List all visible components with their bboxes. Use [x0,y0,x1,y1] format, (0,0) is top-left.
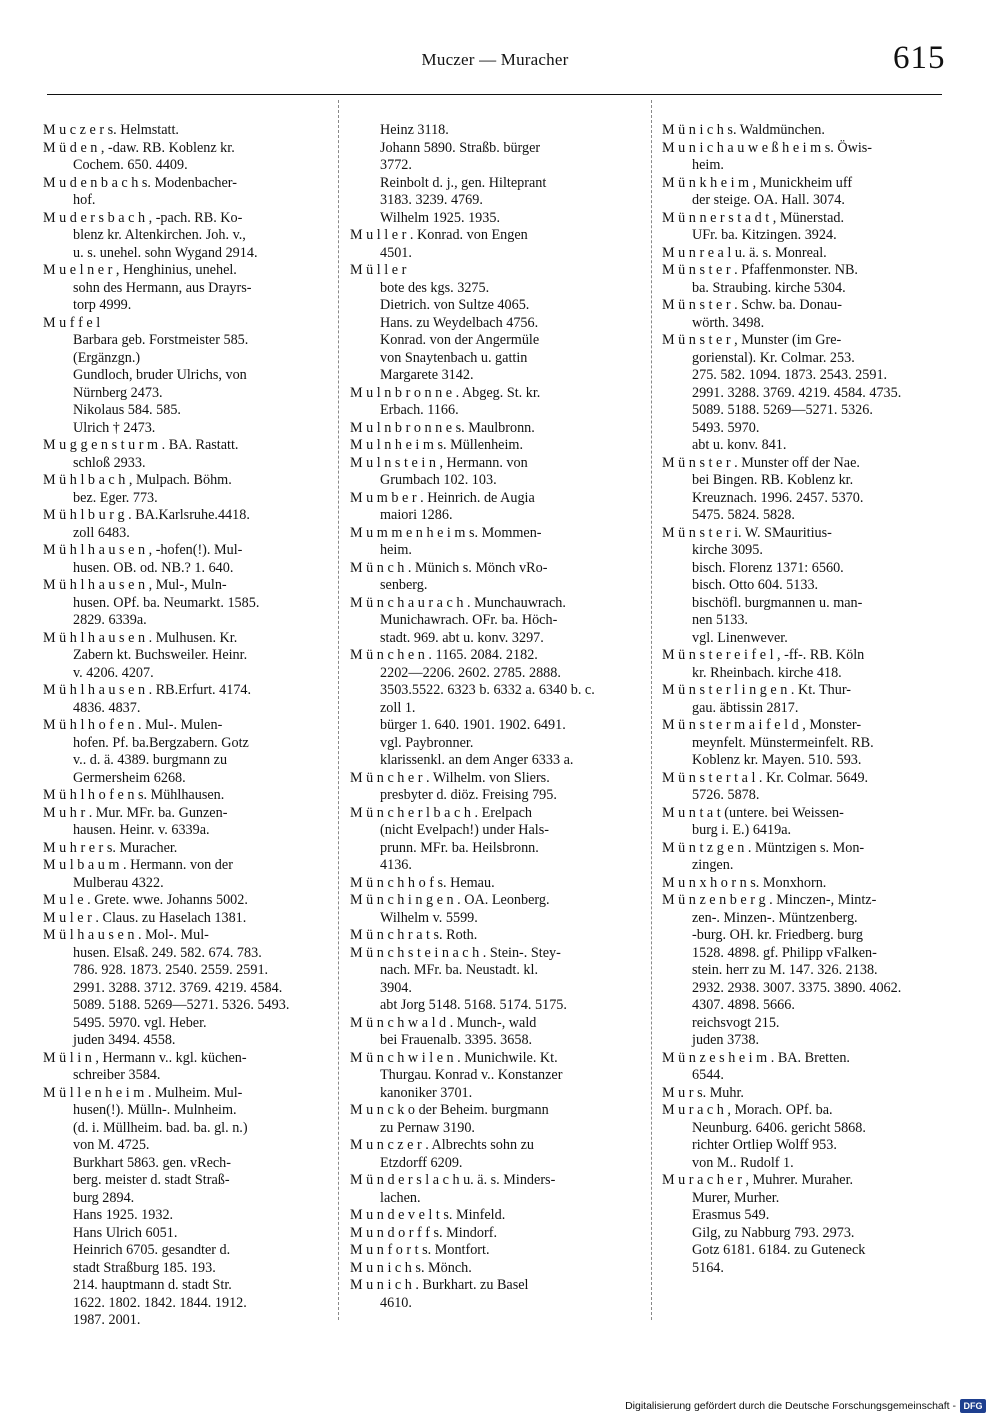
index-line-continuation: -burg. OH. kr. Friedberg. burg [692,927,864,943]
index-line-continuation: husen. OPf. ba. Neumarkt. 1585. [73,594,260,611]
index-entry-line: M ü n c h e n . 1165. 2084. 2182. [350,647,538,663]
index-line-continuation: Burkhart 5863. gen. vRech- [73,1154,231,1171]
index-line-continuation: 4136. [380,857,412,873]
index-line-continuation: blenz kr. Altenkirchen. Joh. v., [73,227,246,243]
index-line-continuation: Gundloch, bruder Ulrichs, von [73,367,247,383]
index-line-continuation: Koblenz kr. Mayen. 510. 593. [692,752,862,768]
index-entry-line: M u l l e r . Konrad. von Engen [350,227,528,243]
index-entry-line: M ü d e n , -daw. RB. Koblenz kr. [43,139,235,156]
index-entry-line: M ü h l b u r g . BA.Karlsruhe.4418. [43,507,250,523]
index-line-continuation: Erasmus 549. [692,1207,770,1223]
index-entry-line: M u n d e v e l t s. Minfeld. [350,1207,506,1223]
index-line-continuation: kanoniker 3701. [380,1084,473,1101]
index-line-continuation: von Snaytenbach u. gattin [380,349,528,366]
index-line-continuation: Reinbolt d. j., gen. Hilteprant [380,174,547,191]
index-column-2 [350,122,631,1312]
index-entry-line: M ü n s t e r , Munster (im Gre- [662,332,842,348]
index-line-continuation: 5089. 5188. 5269—5271. 5326. 5493. [73,997,290,1013]
index-line-continuation: 5726. 5878. [692,787,760,803]
index-entry-line: M ü n c h s t e i n a c h . Stein-. Stey- [350,944,561,961]
index-entry-line: M ü l i n , Hermann v.. kgl. küchen- [43,1049,247,1066]
index-line-continuation: bote des kgs. 3275. [380,279,490,296]
index-entry-line: M u n f o r t s. Montfort. [350,1242,490,1258]
index-line-continuation: Gilg, zu Nabburg 793. 2973. [692,1224,855,1241]
index-line-continuation: Wilhelm v. 5599. [380,909,478,926]
index-entry-line: M ü n s t e r t a l . Kr. Colmar. 5649. [662,769,869,786]
index-entry-line: M u l e r . Claus. zu Haselach 1381. [43,909,247,926]
index-line-continuation: berg. meister d. stadt Straß- [73,1172,230,1188]
index-line-continuation: 5495. 5970. vgl. Heber. [73,1014,207,1031]
index-line-continuation: v.. d. ä. 4389. burgmann zu [73,752,228,768]
index-line-continuation: 214. hauptmann d. stadt Str. [73,1277,232,1293]
column-divider [651,100,652,1320]
index-line-continuation: 2829. 6339a. [73,612,147,628]
index-line-continuation: heim. [380,542,412,558]
index-line-continuation: u. s. unehel. sohn Wygand 2914. [73,244,258,261]
index-entry-line: M ü n n e r s t a d t , Münerstad. [662,209,845,226]
index-line-continuation: zoll 1. [380,699,416,716]
index-entry-line: M ü h l h a u s e n . RB.Erfurt. 4174. [43,682,252,698]
index-line-continuation: burg 2894. [73,1189,135,1206]
index-line-continuation: maiori 1286. [380,507,453,523]
index-entry-line: M ü n z e n b e r g . Minczen-, Mintz- [662,892,877,908]
index-entry-line: M u e l n e r , Henghinius, unehel. [43,262,237,278]
index-entry-line: M ü n c h . Münich s. Mönch vRo- [350,559,548,576]
index-line-continuation: hofen. Pf. ba.Bergzabern. Gotz [73,734,249,751]
index-line-continuation: 5164. [692,1259,724,1276]
index-entry-line: M u l b a u m . Hermann. von der [43,857,233,873]
index-entry-line: M ü n z e s h e i m . BA. Bretten. [662,1049,850,1066]
header-rule [47,94,942,95]
index-line-continuation: Barbara geb. Forstmeister 585. [73,332,249,348]
index-line-continuation: Zabern kt. Buchsweiler. Heinr. [73,647,248,663]
dfg-logo-icon: DFG [960,1399,986,1413]
index-line-continuation: meynfelt. Münstermeinfelt. RB. [692,734,874,751]
index-entry-line: M ü n c h i n g e n . OA. Leonberg. [350,892,550,908]
index-line-continuation: burg i. E.) 6419a. [692,822,792,838]
index-line-continuation: Hans. zu Weydelbach 4756. [380,314,539,331]
index-entry-line: M u h r e r s. Muracher. [43,839,178,856]
index-line-continuation: Wilhelm 1925. 1935. [380,209,501,226]
index-line-continuation: 5493. 5970. [692,419,760,436]
index-line-continuation: zen-. Minzen-. Müntzenberg. [692,909,858,926]
index-entry-line: M u l n s t e i n , Hermann. von [350,454,528,471]
index-line-continuation: Heinz 3118. [380,122,449,138]
index-entry-line: M ü l l e n h e i m . Mulheim. Mul- [43,1084,243,1101]
index-entry-line: M u n i c h a u w e ß h e i m s. Öwis- [662,139,873,156]
dfg-footer [600,1399,992,1414]
index-line-continuation: sohn des Hermann, aus Drayrs- [73,279,252,296]
index-line-continuation: bisch. Otto 604. 5133. [692,577,819,593]
index-line-continuation: 2202—2206. 2602. 2785. 2888. [380,664,561,681]
index-entry-line: M ü n c h e r . Wilhelm. von Sliers. [350,769,550,786]
index-entry-line: M ü h l h a u s e n , -hofen(!). Mul- [43,542,243,558]
index-line-continuation: Nürnberg 2473. [73,384,163,401]
index-line-continuation: 3904. [380,979,412,996]
index-entry-line: M u r s. Muhr. [662,1084,744,1101]
index-line-continuation: v. 4206. 4207. [73,664,154,681]
index-line-continuation: 5089. 5188. 5269—5271. 5326. [692,402,873,418]
index-line-continuation: Margarete 3142. [380,367,474,383]
index-line-continuation: 4307. 4898. 5666. [692,997,795,1013]
index-entry-line: M u d e r s b a c h , -pach. RB. Ko- [43,209,243,226]
index-line-continuation: UFr. ba. Kitzingen. 3924. [692,227,837,243]
index-entry-line: M u n d o r f f s. Mindorf. [350,1224,497,1241]
index-line-continuation: Ulrich † 2473. [73,419,156,436]
index-line-continuation: gorienstal). Kr. Colmar. 253. [692,349,855,366]
index-line-continuation: Munichawrach. OFr. ba. Höch- [380,612,558,628]
index-entry-line: M ü n s t e r m a i f e l d , Monster- [662,717,862,733]
index-entry-line: M ü h l h a u s e n , Mul-, Muln- [43,577,227,593]
index-line-continuation: nach. MFr. ba. Neustadt. kl. [380,962,539,978]
index-entry-line: M u l n h e i m s. Müllenheim. [350,437,524,453]
index-line-continuation: 4836. 4837. [73,699,141,716]
index-line-continuation: hausen. Heinr. v. 6339a. [73,822,210,838]
index-entry-line: M u m m e n h e i m s. Mommen- [350,524,542,541]
index-line-continuation: Kreuznach. 1996. 2457. 5370. [692,489,864,506]
index-line-continuation: bez. Eger. 773. [73,489,158,506]
index-line-continuation: richter Ortliep Wolff 953. [692,1137,837,1153]
index-entry-line: M ü n s t e r . Schw. ba. Donau- [662,297,842,313]
index-entry-line: M u m b e r . Heinrich. de Augia [350,489,535,506]
footer-credit: Digitalisierung gefördert durch die Deutsche Forschungsgemeinschaft - [625,1400,956,1412]
index-line-continuation: nen 5133. [692,612,748,628]
index-line-continuation: Neunburg. 6406. gericht 5868. [692,1119,866,1136]
index-line-continuation: stein. herr zu M. 147. 326. 2138. [692,962,878,978]
index-entry-line: M u h r . Mur. MFr. ba. Gunzen- [43,804,228,821]
index-line-continuation: 5475. 5824. 5828. [692,507,795,523]
index-line-continuation: stadt Straßburg 185. 193. [73,1259,216,1276]
index-entry-line: M u l n b r o n n e . Abgeg. St. kr. [350,384,541,401]
index-line-continuation: Thurgau. Konrad v.. Konstanzer [380,1067,563,1083]
index-line-continuation: schloß 2933. [73,454,146,471]
index-line-continuation: Etzdorff 6209. [380,1154,463,1171]
index-line-continuation: der steige. OA. Hall. 3074. [692,192,845,208]
index-line-continuation: Gotz 6181. 6184. zu Guteneck [692,1242,866,1258]
index-line-continuation: prunn. MFr. ba. Heilsbronn. [380,839,539,856]
index-line-continuation: von M. 4725. [73,1137,150,1153]
index-line-continuation: zoll 6483. [73,524,130,541]
index-line-continuation: (Ergänzgn.) [73,349,141,366]
index-entry-line: M u n c k o der Beheim. burgmann [350,1102,549,1118]
index-line-continuation: bürger 1. 640. 1901. 1902. 6491. [380,717,566,733]
index-line-continuation: torp 4999. [73,297,132,313]
index-entry-line: M ü n d e r s l a c h u. ä. s. Minders- [350,1172,556,1188]
index-line-continuation: kr. Rheinbach. kirche 418. [692,664,842,681]
page-number: 615 [893,40,946,76]
index-line-continuation: vgl. Paybronner. [380,734,474,751]
index-entry-line: M u l n b r o n n e s. Maulbronn. [350,419,535,436]
index-line-continuation: presbyter d. diöz. Freising 795. [380,787,557,803]
index-entry-line: M ü h l h a u s e n . Mulhusen. Kr. [43,629,238,646]
index-line-continuation: 1622. 1802. 1842. 1844. 1912. [73,1294,247,1311]
index-line-continuation: 2991. 3288. 3769. 4219. 4584. 4735. [692,384,902,401]
index-line-continuation: reichsvogt 215. [692,1014,780,1031]
index-entry-line: M u n t a t (untere. bei Weissen- [662,804,844,821]
index-line-continuation: abt u. konv. 841. [692,437,787,453]
index-line-continuation: zu Pernaw 3190. [380,1119,475,1136]
index-entry-line: M ü n s t e r i. W. SMauritius- [662,524,832,541]
index-entry-line: M u r a c h e r , Muhrer. Muraher. [662,1172,854,1188]
index-line-continuation: (d. i. Müllheim. bad. ba. gl. n.) [73,1119,248,1136]
index-entry-line: M u n i c h s. Mönch. [350,1259,472,1276]
index-line-continuation: Cochem. 650. 4409. [73,157,188,173]
index-line-continuation: von M.. Rudolf 1. [692,1154,794,1171]
index-line-continuation: juden 3494. 4558. [73,1032,176,1048]
index-line-continuation: 3503.5522. 6323 b. 6332 a. 6340 b. c. [380,682,595,698]
index-entry-line: M ü n s t e r . Pfaffenmonster. NB. [662,262,858,278]
index-entry-line: M ü n c h h o f s. Hemau. [350,874,495,891]
index-line-continuation: Erbach. 1166. [380,402,459,418]
index-line-continuation: stadt. 969. abt u. konv. 3297. [380,629,544,646]
index-line-continuation: schreiber 3584. [73,1067,161,1083]
index-line-continuation: Dietrich. von Sultze 4065. [380,297,530,313]
index-line-continuation: Mulberau 4322. [73,874,164,891]
index-line-continuation: 2932. 2938. 3007. 3375. 3890. 4062. [692,979,902,996]
index-line-continuation: Hans Ulrich 6051. [73,1224,178,1241]
index-entry-line: M ü n c h a u r a c h . Munchauwrach. [350,594,566,611]
index-line-continuation: zingen. [692,857,734,873]
index-line-continuation: 2991. 3288. 3712. 3769. 4219. 4584. [73,979,283,996]
index-line-continuation: 4501. [380,244,412,261]
index-entry-line: M ü n c h w a l d . Munch-, wald [350,1014,537,1031]
index-line-continuation: juden 3738. [692,1032,759,1048]
column-divider [338,100,339,1320]
index-entry-line: M u g g e n s t u r m . BA. Rastatt. [43,437,239,453]
index-line-continuation: abt Jorg 5148. 5168. 5174. 5175. [380,997,567,1013]
index-entry-line: M u c z e r s. Helmstatt. [43,122,179,138]
index-line-continuation: senberg. [380,577,428,593]
index-line-continuation: ba. Straubing. kirche 5304. [692,279,846,296]
index-line-continuation: bisch. Florenz 1371: 6560. [692,559,844,576]
index-line-continuation: bei Frauenalb. 3395. 3658. [380,1032,533,1048]
index-entry-line: M ü l l e r [350,262,407,278]
index-column-3 [662,122,942,1277]
index-line-continuation: Konrad. von der Angermüle [380,332,540,348]
index-entry-line: M u n i c h . Burkhart. zu Basel [350,1277,529,1293]
index-entry-line: M ü h l h o f e n s. Mühlhausen. [43,787,225,803]
index-line-continuation: 1528. 4898. gf. Philipp vFalken- [692,944,877,961]
index-line-continuation: bei Bingen. RB. Koblenz kr. [692,472,854,488]
index-line-continuation: 275. 582. 1094. 1873. 2543. 2591. [692,367,888,383]
index-entry-line: M ü n c h w i l e n . Munichwile. Kt. [350,1049,558,1066]
index-entry-line: M u l e . Grete. wwe. Johanns 5002. [43,892,248,908]
index-line-continuation: lachen. [380,1189,421,1206]
index-entry-line: M ü l h a u s e n . Mol-. Mul- [43,927,209,943]
index-entry-line: M ü n t z g e n . Müntzigen s. Mon- [662,839,865,856]
index-line-continuation: kirche 3095. [692,542,763,558]
index-entry-line: M u d e n b a c h s. Modenbacher- [43,174,237,191]
index-line-continuation: Hans 1925. 1932. [73,1207,174,1223]
index-line-continuation: Grumbach 102. 103. [380,472,497,488]
index-line-continuation: (nicht Evelpach!) under Hals- [380,822,549,838]
index-entry-line: M ü h l h o f e n . Mul-. Mulen- [43,717,223,733]
index-entry-line: M u f f e l [43,314,101,331]
index-line-continuation: heim. [692,157,724,173]
index-line-continuation: 1987. 2001. [73,1312,141,1328]
index-line-continuation: 3183. 3239. 4769. [380,192,483,208]
index-line-continuation: klarissenkl. an dem Anger 6333 a. [380,752,574,768]
index-line-continuation: 4610. [380,1294,412,1311]
index-entry-line: M u n r e a l u. ä. s. Monreal. [662,244,827,261]
index-line-continuation: Murer, Murher. [692,1189,780,1206]
index-line-continuation: hof. [73,192,96,208]
index-entry-line: M ü h l b a c h , Mulpach. Böhm. [43,472,232,488]
index-entry-line: M u r a c h , Morach. OPf. ba. [662,1102,833,1118]
index-entry-line: M ü n c h r a t s. Roth. [350,927,478,943]
index-line-continuation: husen(!). Mülln-. Mulnheim. [73,1102,237,1118]
index-line-continuation: 786. 928. 1873. 2540. 2559. 2591. [73,962,269,978]
index-entry-line: M u n x h o r n s. Monxhorn. [662,874,827,891]
index-line-continuation: gau. äbtissin 2817. [692,699,799,716]
index-entry-line: M ü n k h e i m , Munickheim uff [662,174,853,191]
index-line-continuation: Heinrich 6705. gesandter d. [73,1242,231,1258]
index-line-continuation: 3772. [380,157,412,173]
running-head: Muczer — Muracher [421,50,569,69]
index-entry-line: M ü n s t e r . Munster off der Nae. [662,454,860,471]
index-line-continuation: husen. Elsaß. 249. 582. 674. 783. [73,944,262,961]
index-line-continuation: wörth. 3498. [692,314,765,331]
index-entry-line: M ü n i c h s. Waldmünchen. [662,122,825,138]
index-line-continuation: husen. OB. od. NB.? 1. 640. [73,559,234,576]
index-line-continuation: Johann 5890. Straßb. bürger [380,139,541,156]
index-entry-line: M u n c z e r . Albrechts sohn zu [350,1137,535,1153]
index-line-continuation: Nikolaus 584. 585. [73,402,181,418]
index-line-continuation: vgl. Linenwever. [692,629,788,646]
index-line-continuation: 6544. [692,1067,724,1083]
index-entry-line: M ü n s t e r l i n g e n . Kt. Thur- [662,682,851,698]
index-line-continuation: bischöfl. burgmannen u. man- [692,594,863,611]
index-line-continuation: Germersheim 6268. [73,769,186,786]
index-column-1 [43,122,319,1330]
index-entry-line: M ü n c h e r l b a c h . Erelpach [350,804,533,821]
index-entry-line: M ü n s t e r e i f e l , -ff-. RB. Köln [662,647,865,663]
